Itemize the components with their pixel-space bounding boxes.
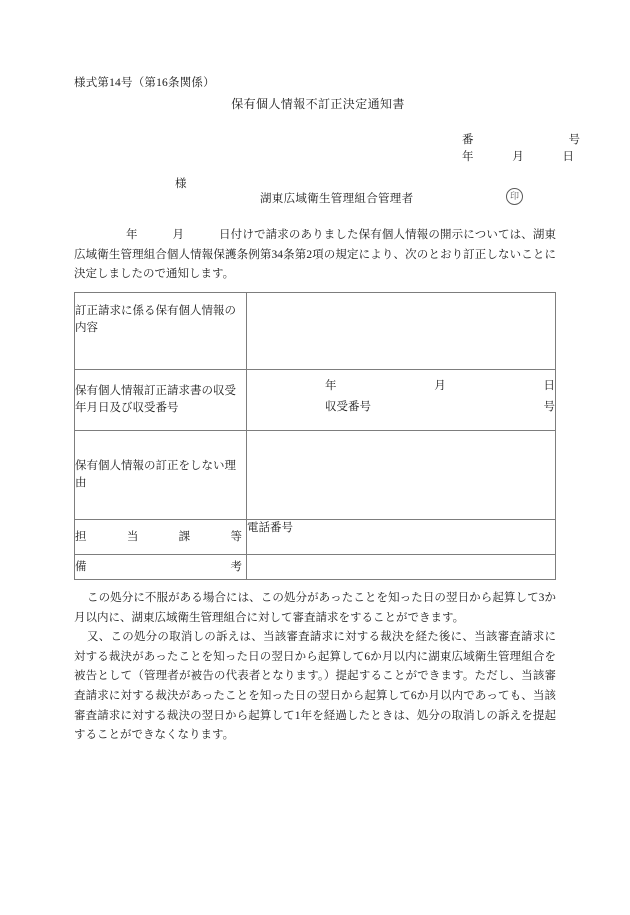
department-char-1: 担 xyxy=(75,530,87,543)
remarks-label-chars xyxy=(75,559,246,576)
document-number-row xyxy=(462,132,580,149)
document-number-label: 番 xyxy=(462,134,474,146)
receipt-number-label: 収受番号 xyxy=(325,401,371,413)
remarks-char-2: 考 xyxy=(230,560,242,573)
form-number: 様式第14号（第16条関係） xyxy=(74,77,215,89)
receipt-month: 月 xyxy=(434,380,446,392)
receipt-number-row xyxy=(325,397,555,418)
receipt-date-row xyxy=(325,376,555,397)
row-label-receipt-date-and-number: 保有個人情報訂正請求書の収受年月日及び収受番号 xyxy=(75,370,247,431)
table-row xyxy=(75,555,556,580)
receipt-year: 年 xyxy=(325,380,337,392)
table-row xyxy=(75,293,556,370)
row-label-reason-for-no-correction: 保有個人情報の訂正をしない理由 xyxy=(75,431,247,520)
row-value-receipt-date-and-number[interactable] xyxy=(247,370,556,431)
footer-notes xyxy=(74,589,556,746)
table-row xyxy=(75,431,556,520)
row-value-correction-request-content[interactable] xyxy=(247,293,556,370)
recipient-honorific: 様 xyxy=(175,178,187,190)
receipt-fields xyxy=(247,376,555,418)
notification-table xyxy=(74,292,556,580)
footer-paragraph-appeal: この処分に不服がある場合には、この処分があったことを知った日の翌日から起算して3か月以内に、湖東広域衛生管理組合に対して審査請求をすることができます。 xyxy=(74,592,556,624)
remarks-char-1: 備 xyxy=(75,560,87,573)
document-date-day: 日 xyxy=(562,151,574,163)
footer-paragraph-lawsuit: 又、この処分の取消しの訴えは、当該審査請求に対する裁決を経た後に、当該審査請求に対する裁決があったことを知った日の翌日から起算して6か月以内に湖東広域衛生管理組合を被告として（管理者が被告の代表者となります。）提起することができます。ただし、当該審査請求に対する裁決があったことを知った日の翌日から起算して6か月以内であっても、当該審査請求に対する裁決の翌日から起算して1年を経過したときは、処分の取消しの訴えを提起することができなくなります。 xyxy=(74,631,556,742)
document-date-month: 月 xyxy=(512,151,524,163)
row-value-phone-number[interactable]: 電話番号 xyxy=(247,520,556,555)
table-row xyxy=(75,520,556,555)
issuer-name: 湖東広域衛生管理組合管理者 xyxy=(260,193,414,205)
page-title: 保有個人情報不訂正決定通知書 xyxy=(231,97,405,111)
issuer-line xyxy=(0,190,630,208)
document-date-row xyxy=(462,149,580,166)
department-label-chars xyxy=(75,529,246,546)
table-row xyxy=(75,370,556,431)
body-paragraph: 年 月 日付けで請求のありました保有個人情報の開示については、湖東広域衛生管理組合個人情報保護条例第34条第2項の規定により、次のとおり訂正しないことに決定しましたので通知します。 xyxy=(74,229,556,280)
document-date-year: 年 xyxy=(462,151,474,163)
row-label-department-in-charge xyxy=(75,520,247,555)
receipt-day: 日 xyxy=(543,380,555,392)
row-label-correction-request-content: 訂正請求に係る保有個人情報の内容 xyxy=(75,293,247,370)
seal-icon: 印 xyxy=(506,188,523,205)
document-meta xyxy=(462,132,580,166)
row-label-remarks xyxy=(75,555,247,580)
receipt-number-unit: 号 xyxy=(543,401,555,413)
row-value-remarks[interactable] xyxy=(247,555,556,580)
department-char-4: 等 xyxy=(230,530,242,543)
row-value-reason-for-no-correction[interactable] xyxy=(247,431,556,520)
department-char-3: 課 xyxy=(178,530,191,543)
department-char-2: 当 xyxy=(126,530,139,543)
document-number-unit: 号 xyxy=(568,134,580,146)
